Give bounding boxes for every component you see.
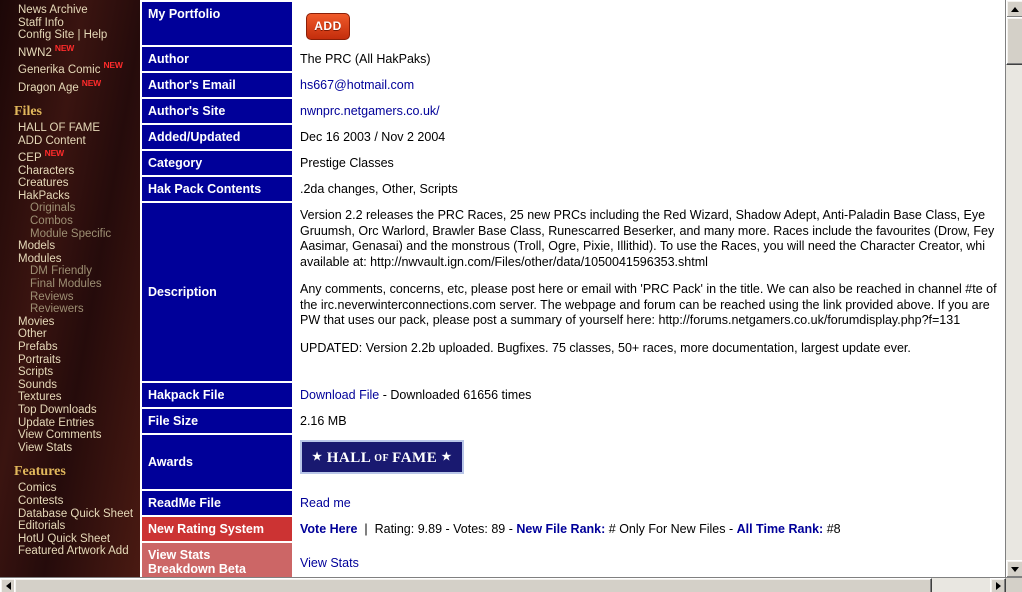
scroll-down-button[interactable] <box>1006 560 1022 578</box>
row-value-authors-site[interactable] <box>294 99 1004 123</box>
sidebar-link-editorials[interactable]: Editorials <box>18 520 66 533</box>
row-label-added-updated: Added/Updated <box>142 125 292 149</box>
row-value-rating <box>294 517 1004 541</box>
row-label-author: Author <box>142 47 292 71</box>
sidebar-link-models[interactable]: Models <box>18 240 56 253</box>
sidebar-item-characters[interactable] <box>18 165 140 178</box>
sidebar-link-movies[interactable]: Movies <box>18 315 55 328</box>
row-label-my-portfolio: My Portfolio <box>142 2 292 45</box>
sidebar-item-originals[interactable] <box>18 202 140 215</box>
row-value-my-portfolio <box>294 2 1004 45</box>
sidebar <box>0 0 140 578</box>
sidebar-link-generika-comic[interactable]: Generika Comic <box>18 64 101 77</box>
chevron-left-icon <box>6 582 11 590</box>
row-label-authors-email: Author's Email <box>142 73 292 97</box>
sidebar-item-other[interactable] <box>18 328 140 341</box>
sidebar-link-cep[interactable]: CEP <box>18 152 42 165</box>
sidebar-item-models[interactable] <box>18 240 140 253</box>
sidebar-link-scripts[interactable]: Scripts <box>18 366 54 379</box>
table-row <box>142 435 1004 489</box>
sidebar-link-config-site-help[interactable]: Config Site | Help <box>18 29 108 42</box>
table-row <box>142 2 1004 45</box>
table-row <box>142 151 1004 175</box>
row-value-authors-email[interactable] <box>294 73 1004 97</box>
scroll-right-button[interactable] <box>990 578 1006 592</box>
row-label-hak-pack-contents: Hak Pack Contents <box>142 177 292 201</box>
sidebar-item-portraits[interactable] <box>18 354 140 367</box>
sidebar-item-dm-friendly[interactable] <box>18 265 140 278</box>
sidebar-link-dm-friendly[interactable]: DM Friendly <box>30 265 92 278</box>
description-paragraph-2: Any comments, concerns, etc, please post here or email with 'PRC Pack' in the title. We can also be reached in channel #te of the irc.neverwinterconnections.com server. The webpage and forum can be reached using the link provided above. If you are PW that uses our pack, please post a summary of yourself here: http://forums.netgamers.co.uk/forumdisplay.php?f=131 <box>300 282 997 327</box>
rating-divider: | <box>360 522 372 536</box>
sidebar-link-contests[interactable]: Contests <box>18 494 64 507</box>
sidebar-item-update-entries[interactable] <box>18 417 140 430</box>
sidebar-link-originals[interactable]: Originals <box>30 202 76 215</box>
all-time-rank-label: All Time Rank: <box>736 522 824 536</box>
row-label-description: Description <box>142 203 292 381</box>
sidebar-link-final-modules[interactable]: Final Modules <box>30 278 102 290</box>
row-value-file-size: 2.16 MB <box>294 409 1004 433</box>
sidebar-item-prefabs[interactable] <box>18 341 140 354</box>
new-badge-icon: NEW <box>54 42 75 53</box>
row-value-author: The PRC (All HakPaks) <box>294 47 1004 71</box>
sidebar-item-module-specific[interactable] <box>18 228 140 241</box>
readme-link[interactable]: Read me <box>300 496 351 510</box>
table-row <box>142 177 1004 201</box>
table-row <box>142 409 1004 433</box>
sidebar-link-characters[interactable]: Characters <box>18 164 75 177</box>
sidebar-item-editorials[interactable] <box>18 520 140 533</box>
new-file-rank-value: # Only For New Files - <box>608 522 734 536</box>
sidebar-link-modules[interactable]: Modules <box>18 252 62 265</box>
sidebar-link-prefabs[interactable]: Prefabs <box>18 340 58 353</box>
sidebar-item-movies[interactable] <box>18 316 140 329</box>
sidebar-item-dragon-age[interactable] <box>18 77 140 94</box>
sidebar-item-modules[interactable] <box>18 253 140 266</box>
sidebar-item-hakpacks[interactable] <box>18 190 140 203</box>
sidebar-item-sounds[interactable] <box>18 379 140 392</box>
horizontal-scrollbar[interactable] <box>0 577 1022 592</box>
table-row <box>142 203 1004 381</box>
table-row <box>142 99 1004 123</box>
sidebar-item-final-modules[interactable] <box>18 278 140 291</box>
chevron-right-icon <box>996 582 1001 590</box>
row-label-view-stats <box>142 543 292 578</box>
table-row <box>142 543 1004 578</box>
sidebar-item-add-content[interactable] <box>18 135 140 148</box>
entry-details-table <box>140 0 1006 578</box>
sidebar-item-staff-info[interactable] <box>18 17 140 30</box>
sidebar-link-hakpacks[interactable]: HakPacks <box>18 189 70 202</box>
sidebar-link-nwn2[interactable]: NWN2 <box>18 46 52 59</box>
sidebar-heading-files: Files <box>14 104 42 120</box>
row-value-awards <box>294 435 1004 489</box>
vertical-scroll-track[interactable] <box>1006 16 1022 562</box>
sidebar-item-config-site-help[interactable] <box>18 29 140 42</box>
sidebar-item-scripts[interactable] <box>18 366 140 379</box>
rating-text: Rating: 9.89 - Votes: 89 - <box>374 522 513 536</box>
sidebar-inner <box>0 0 140 558</box>
view-stats-link[interactable]: View Stats <box>300 556 359 570</box>
new-badge-icon: NEW <box>44 148 64 159</box>
row-value-view-stats[interactable] <box>294 543 1004 578</box>
sidebar-item-hotu-quick-sheet[interactable] <box>18 533 140 546</box>
view-stats-label-line2: Breakdown Beta <box>148 562 246 576</box>
table-row <box>142 517 1004 541</box>
row-label-file-size: File Size <box>142 409 292 433</box>
new-badge-icon: NEW <box>81 77 101 88</box>
add-button[interactable]: ADD <box>306 13 350 40</box>
sidebar-item-comics[interactable] <box>18 482 140 495</box>
main-content <box>140 0 1006 578</box>
sidebar-heading-features: Features <box>14 464 66 480</box>
row-value-hakpack-file <box>294 383 1004 407</box>
chevron-down-icon <box>1011 567 1019 572</box>
sidebar-item-generika-comic[interactable] <box>18 59 140 76</box>
table-row <box>142 125 1004 149</box>
scrollbar-corner <box>1006 578 1022 592</box>
sidebar-item-news-archive[interactable] <box>18 4 140 17</box>
sidebar-link-other[interactable]: Other <box>18 328 47 341</box>
sidebar-item-reviewers[interactable] <box>18 303 140 316</box>
vertical-scrollbar[interactable] <box>1005 0 1022 578</box>
table-row <box>142 491 1004 515</box>
sidebar-link-comics[interactable]: Comics <box>18 482 57 495</box>
sidebar-item-textures[interactable] <box>18 391 140 404</box>
row-label-authors-site: Author's Site <box>142 99 292 123</box>
sidebar-link-combos[interactable]: Combos <box>30 215 73 228</box>
table-row <box>142 73 1004 97</box>
sidebar-link-hall-of-fame[interactable]: HALL OF FAME <box>18 122 101 135</box>
row-label-awards: Awards <box>142 435 292 489</box>
new-badge-icon: NEW <box>103 60 123 71</box>
sidebar-item-cep[interactable] <box>18 147 140 164</box>
sidebar-item-combos[interactable] <box>18 215 140 228</box>
download-file-link[interactable]: Download File <box>300 388 380 402</box>
new-file-rank-label: New File Rank: <box>516 522 606 536</box>
row-label-new-rating-system: New Rating System <box>142 517 292 541</box>
row-value-hak-pack-contents: .2da changes, Other, Scripts <box>294 177 1004 201</box>
row-label-hakpack-file: Hakpack File <box>142 383 292 407</box>
sidebar-item-featured-artwork[interactable] <box>18 545 140 558</box>
author-site-link[interactable]: nwnprc.netgamers.co.uk/ <box>300 104 440 118</box>
sidebar-item-view-stats[interactable] <box>18 442 140 455</box>
row-label-category: Category <box>142 151 292 175</box>
download-count-text: - Downloaded 61656 times <box>382 388 532 402</box>
sidebar-link-portraits[interactable]: Portraits <box>18 353 61 366</box>
description-paragraph-1: Version 2.2 releases the PRC Races, 25 new PRCs including the Red Wizard, Shadow Adept, Anti-Paladin Base Class, Eye Gruumsh, Orc Warlord, Brawler Base Class, Runescarred Beserker, and many more. Races include the favourites (Drow, Fey Aasimar, Genasai) and the monstrous (Troll, Ogre, Pixie, Illithid). To use the Races, you will need the Character Creator, whi available at: http://nwvault.ign.com/Files/other/data/1050041596353.shtml <box>300 208 995 269</box>
horizontal-scroll-thumb[interactable] <box>14 578 932 592</box>
sidebar-link-creatures[interactable]: Creatures <box>18 177 69 190</box>
sidebar-link-database-quick-sheet[interactable]: Database Quick Sheet <box>18 507 134 520</box>
sidebar-link-news-archive[interactable]: News Archive <box>18 4 88 16</box>
sidebar-link-dragon-age[interactable]: Dragon Age <box>18 81 79 94</box>
sidebar-link-add-content[interactable]: ADD Content <box>18 134 86 147</box>
sidebar-link-staff-info[interactable]: Staff Info <box>18 16 64 29</box>
row-value-description <box>294 203 1004 381</box>
sidebar-link-update-entries[interactable]: Update Entries <box>18 416 95 429</box>
table-row <box>142 383 1004 407</box>
sidebar-item-creatures[interactable] <box>18 177 140 190</box>
sidebar-link-view-stats[interactable]: View Stats <box>18 441 73 454</box>
description-paragraph-3: UPDATED: Version 2.2b uploaded. Bugfixes. 75 classes, 50+ races, more documentation, largest update ever. <box>300 340 911 355</box>
star-icon: ★ <box>312 451 323 463</box>
table-row <box>142 47 1004 71</box>
sidebar-item-database-quick-sheet[interactable] <box>18 508 140 521</box>
sidebar-link-hotu-quick-sheet[interactable]: HotU Quick Sheet <box>18 532 111 545</box>
sidebar-item-contests[interactable] <box>18 495 140 508</box>
sidebar-link-textures[interactable]: Textures <box>18 391 62 404</box>
author-email-link[interactable]: hs667@hotmail.com <box>300 78 415 92</box>
row-value-added-updated: Dec 16 2003 / Nov 2 2004 <box>294 125 1004 149</box>
sidebar-link-top-downloads[interactable]: Top Downloads <box>18 403 97 416</box>
row-label-readme-file: ReadMe File <box>142 491 292 515</box>
chevron-up-icon <box>1011 7 1019 12</box>
row-value-category: Prestige Classes <box>294 151 1004 175</box>
sidebar-link-module-specific[interactable]: Module Specific <box>30 227 112 240</box>
vertical-scroll-thumb[interactable] <box>1006 17 1022 65</box>
star-icon: ★ <box>441 451 452 463</box>
sidebar-item-view-comments[interactable] <box>18 429 140 442</box>
sidebar-link-view-comments[interactable]: View Comments <box>18 429 102 442</box>
sidebar-item-reviews[interactable] <box>18 291 140 304</box>
sidebar-item-top-downloads[interactable] <box>18 404 140 417</box>
sidebar-link-reviews[interactable]: Reviews <box>30 290 74 303</box>
all-time-rank-value: #8 <box>826 522 841 536</box>
hall-of-fame-badge-icon[interactable]: ★ HALL OF FAME ★ <box>300 440 464 474</box>
sidebar-link-reviewers[interactable]: Reviewers <box>30 303 84 316</box>
row-value-readme-file[interactable] <box>294 491 1004 515</box>
sidebar-item-hall-of-fame[interactable] <box>18 122 140 135</box>
sidebar-link-featured-artwork[interactable]: Featured Artwork Add <box>18 545 129 558</box>
view-stats-label-line1: View Stats <box>148 548 211 562</box>
sidebar-link-sounds[interactable]: Sounds <box>18 378 58 391</box>
sidebar-item-nwn2[interactable] <box>18 42 140 59</box>
vote-here-link[interactable]: Vote Here <box>300 522 358 536</box>
scroll-up-button[interactable] <box>1006 0 1022 18</box>
